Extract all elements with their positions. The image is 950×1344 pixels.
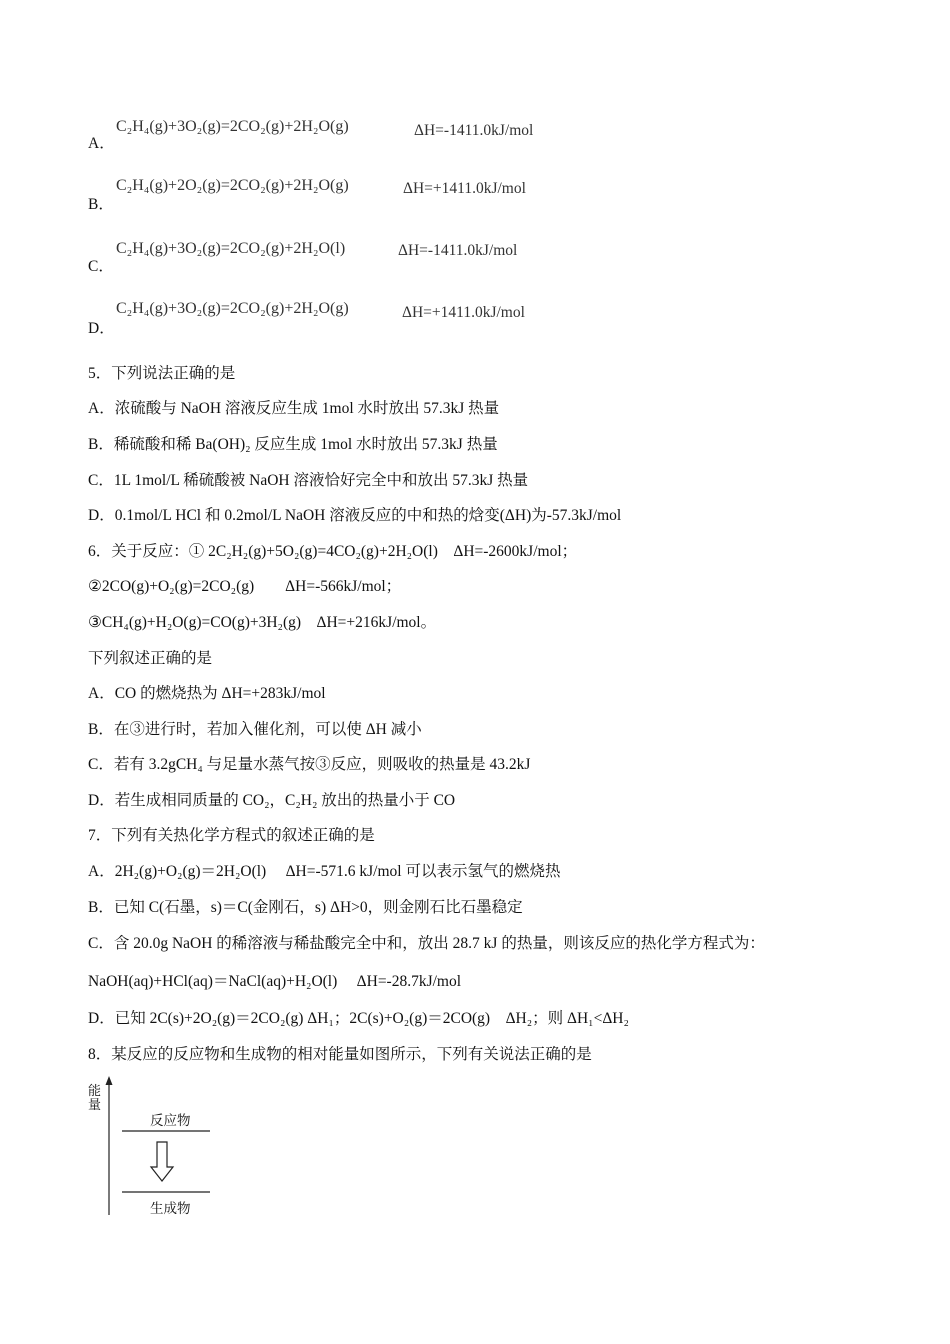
q6-stem-reaction-2: ②2CO(g)+O₂(g)=2CO₂(g) ΔH=-566kJ/mol； — [88, 578, 402, 595]
option-label: A． — [88, 135, 115, 152]
q5-option-b: B．稀硫酸和稀 Ba(OH)₂ 反应生成 1mol 水时放出 57.3kJ 热量 — [88, 436, 498, 453]
equation: C₂H₄(g)+2O₂(g)=2CO₂(g)+2H₂O(g) — [116, 177, 349, 194]
q6-stem-reaction-3: ③CH₄(g)+H₂O(g)=CO(g)+3H₂(g) ΔH=+216kJ/mol。 — [88, 614, 437, 631]
equation: C₂H₄(g)+3O₂(g)=2CO₂(g)+2H₂O(g) — [116, 300, 349, 317]
enthalpy-value: ΔH=-1411.0kJ/mol — [398, 242, 518, 259]
q6-option-c: C．若有 3.2gCH₄ 与足量水蒸气按③反应，则吸收的热量是 43.2kJ — [88, 756, 531, 773]
q7-option-c-equation: NaOH(aq)+HCl(aq)＝NaCl(aq)+H₂O(l) ΔH=-28.7kJ/mol — [88, 973, 462, 990]
enthalpy-value: ΔH=+1411.0kJ/mol — [403, 180, 526, 197]
energy-diagram — [80, 1075, 230, 1225]
q5-option-c: C．1L 1mol/L 稀硫酸被 NaOH 溶液恰好完全中和放出 57.3kJ 热量 — [88, 472, 529, 489]
q6-option-b: B．在③进行时，若加入催化剂，可以使 ΔH 减小 — [88, 721, 422, 738]
equation: C₂H₄(g)+3O₂(g)=2CO₂(g)+2H₂O(g) — [116, 118, 349, 135]
q6-stem-prompt: 下列叙述正确的是 — [88, 650, 213, 667]
option-label: B． — [88, 196, 114, 213]
option-label: C． — [88, 258, 114, 275]
enthalpy-value: ΔH=+1411.0kJ/mol — [402, 304, 525, 321]
q6-option-d: D．若生成相同质量的 CO₂，C₂H₂ 放出的热量小于 CO — [88, 792, 456, 809]
axis-arrowhead — [106, 1076, 113, 1085]
q7-option-d: D．已知 2C(s)+2O₂(g)＝2CO₂(g) ΔH₁；2C(s)+O₂(g)＝2CO(g) ΔH₂；则 ΔH₁<ΔH₂ — [88, 1010, 629, 1027]
equation: C₂H₄(g)+3O₂(g)=2CO₂(g)+2H₂O(l) — [116, 240, 346, 257]
q7-stem: 7．下列有关热化学方程式的叙述正确的是 — [88, 827, 375, 844]
enthalpy-value: ΔH=-1411.0kJ/mol — [414, 122, 534, 139]
q8-stem: 8．某反应的反应物和生成物的相对能量如图所示，下列有关说法正确的是 — [88, 1046, 592, 1063]
q7-option-b: B．已知 C(石墨，s)＝C(金刚石，s) ΔH>0，则金刚石比石墨稳定 — [88, 899, 523, 916]
q6-option-a: A．CO 的燃烧热为 ΔH=+283kJ/mol — [88, 685, 326, 702]
option-label: D． — [88, 320, 115, 337]
energy-axis-label: 能量 — [88, 1084, 102, 1113]
q5-stem: 5．下列说法正确的是 — [88, 365, 236, 382]
product-label: 生成物 — [150, 1201, 191, 1217]
q7-option-a: A．2H₂(g)+O₂(g)＝2H₂O(l) ΔH=-571.6 kJ/mol 可以表示氢气的燃烧热 — [88, 863, 561, 880]
down-arrow-icon — [151, 1142, 173, 1181]
q6-stem-reaction-1: 6．关于反应：① 2C₂H₂(g)+5O₂(g)=4CO₂(g)+2H₂O(l) ΔH=-2600kJ/mol； — [88, 543, 578, 560]
reactant-label: 反应物 — [150, 1113, 191, 1129]
q5-option-d: D．0.1mol/L HCl 和 0.2mol/L NaOH 溶液反应的中和热的焓变(ΔH)为-57.3kJ/mol — [88, 507, 622, 524]
q5-option-a: A．浓硫酸与 NaOH 溶液反应生成 1mol 水时放出 57.3kJ 热量 — [88, 400, 500, 417]
q7-option-c: C．含 20.0g NaOH 的稀溶液与稀盐酸完全中和，放出 28.7 kJ 的热量，则该反应的热化学方程式为： — [88, 935, 765, 952]
